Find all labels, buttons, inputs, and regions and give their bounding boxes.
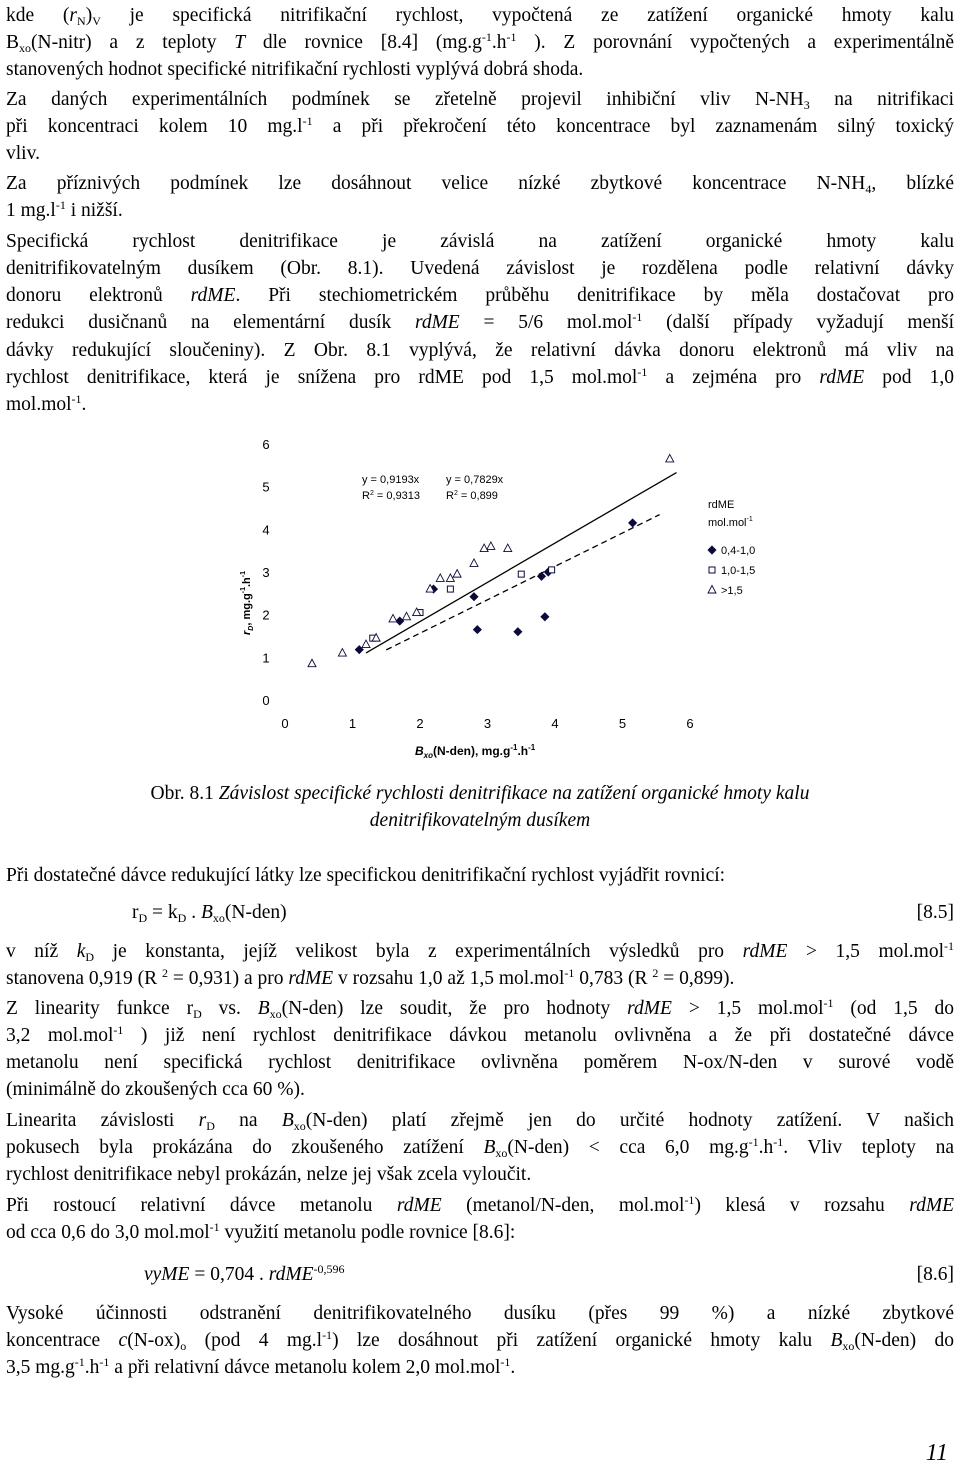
q3l1-seg-4: rdME — [742, 941, 788, 962]
text-line-q4l1 — [6, 995, 954, 1022]
p2l1-seg-0: Za daných experimentálních podmínek se zřetelně projevil inhibiční vliv N-NH — [6, 89, 804, 110]
q4l4-seg-0: (minimálně do zkoušených cca 60 %). — [6, 1079, 305, 1100]
q6l1-seg-4: ) klesá v rozsahu — [694, 1195, 910, 1216]
q6l1-seg-1: rdME — [396, 1195, 442, 1216]
p4l6-seg-0: rychlost denitrifikace, která je snížena pro rdME pod 1,5 mol.mol — [6, 367, 638, 388]
q8l2-seg-4: (pod 4 mg.l — [186, 1330, 323, 1351]
text-line-q1l1 — [6, 862, 954, 889]
q3l1-seg-5: > 1,5 mol.mol — [787, 941, 945, 962]
q5l1-seg-4: B — [281, 1110, 294, 1131]
q8l2-seg-6: ) lze dosáhnout při zatížení organické hmoty kalu — [332, 1330, 831, 1351]
trendline-1-equation: y = 0,9193x — [362, 474, 420, 486]
page-number: 11 — [925, 1440, 948, 1466]
q3l2-seg-4: v rozsahu 1,0 až 1,5 mol.mol — [333, 968, 565, 989]
legend-title: rdME — [708, 499, 735, 511]
p1l1-seg-5: je specifická nitrifikační rychlost, vypočtená ze zatížení organické hmoty kalu — [100, 5, 954, 26]
point-series2-4 — [518, 571, 524, 577]
p1l2-seg-1: xo — [19, 41, 32, 55]
q4l1-seg-5: (N-den) lze soudit, že pro hodnoty — [281, 998, 628, 1019]
q8l2-seg-3: o — [180, 1339, 187, 1353]
point-series3-12 — [470, 559, 478, 567]
p1l1-seg-0: kde ( — [6, 5, 70, 26]
point-series1-4 — [470, 593, 478, 601]
figure-caption — [0, 780, 960, 834]
point-series2-3 — [447, 586, 453, 592]
y-tick-label: 2 — [262, 607, 270, 623]
q8l3-seg-4: a při relativní dávce metanolu kolem 2,0 mol.mol — [109, 1357, 501, 1378]
text-line-q6l1 — [6, 1192, 954, 1219]
trendline-2-r2: R2 = 0,899 — [446, 490, 498, 502]
text-line-p4l1 — [6, 228, 954, 255]
y-tick-label: 3 — [262, 565, 270, 580]
text-line-q4l2 — [6, 1022, 954, 1049]
q8l3-seg-2: .h — [84, 1357, 100, 1378]
legend-marker-2 — [709, 567, 715, 573]
y-tick-label: 0 — [262, 693, 270, 708]
p1l1-seg-3: ) — [85, 5, 93, 26]
point-series3-15 — [504, 544, 512, 552]
q8l3-seg-3: -1 — [99, 1355, 110, 1369]
q6l1-seg-0: Při rostoucí relativní dávce metanolu — [6, 1195, 397, 1216]
y-tick-label: 6 — [262, 438, 270, 452]
text-line-q5l3 — [6, 1161, 954, 1188]
p1l2-seg-4: dle rovnice [8.4] (mg.g — [245, 32, 482, 53]
text-line-p3l1 — [6, 170, 954, 197]
p4l7-seg-0: mol.mol — [6, 394, 72, 415]
text-line-p4l5 — [6, 337, 954, 364]
q4l1-seg-7: > 1,5 mol.mol — [671, 998, 824, 1019]
q1l1-seg-0: Při dostatečné dávce redukující látky lze specifickou denitrifikační rychlost vyjádřit rovnicí: — [6, 865, 726, 886]
equation-8-5-number: [8.5] — [916, 902, 954, 923]
q3l2-seg-6: 0,783 (R — [574, 968, 653, 989]
eq86-seg-3: -0,596 — [313, 1262, 345, 1276]
point-series3-9 — [436, 574, 444, 582]
chart-legend — [708, 499, 755, 597]
eq85-seg-2: = k — [147, 902, 178, 923]
point-series3-2 — [338, 649, 346, 657]
p1l2-seg-8: ). Z porovnání vypočtených a experimentálně — [516, 32, 954, 53]
point-series3-11 — [453, 570, 461, 578]
q5l2-seg-3: (N-den) < cca 6,0 mg.g — [507, 1137, 749, 1158]
point-series1-8 — [541, 613, 549, 621]
q4l3-seg-0: metanolu není specifická rychlost denitrifikace ovlivněna poměrem N-ox/N-den v surové vodě — [6, 1052, 954, 1073]
q8l3-seg-5: -1 — [500, 1355, 511, 1369]
text-line-p4l4 — [6, 309, 954, 336]
point-series1-10 — [629, 519, 637, 527]
y-axis-label: rD, mg.g-1.h-1 — [240, 571, 255, 635]
equation-8-5 — [132, 902, 287, 924]
p4l5-seg-0: dávky redukující sloučeniny). Z Obr. 8.1 vyplývá, že relativní dávka donoru elektronů má vliv na — [6, 340, 954, 361]
p4l1-seg-0: Specifická rychlost denitrifikace je závislá na zatížení organické hmoty kalu — [6, 231, 954, 252]
text-line-q4l4 — [6, 1076, 954, 1103]
x-tick-label: 2 — [416, 716, 424, 731]
equation-8-6 — [144, 1264, 345, 1286]
q3l1-seg-1: k — [76, 941, 86, 962]
q5l1-seg-5: xo — [293, 1119, 306, 1133]
eq85-seg-3: D — [177, 911, 187, 925]
text-line-p2l3 — [6, 140, 954, 167]
p3l2-seg-0: 1 mg.l — [6, 200, 56, 221]
p1l2-seg-3: T — [234, 32, 246, 53]
p1l1-seg-4: V — [92, 14, 101, 28]
q5l2-seg-1: B — [483, 1137, 496, 1158]
eq85-seg-4: . — [186, 902, 201, 923]
legend-label-3: >1,5 — [721, 585, 743, 597]
q3l2-seg-2: = 0,931) a pro — [167, 968, 289, 989]
p4l3-seg-2: . Při stechiometrickém průběhu denitrifikace by měla dostačovat pro — [235, 285, 955, 306]
eq86-seg-2: rdME — [268, 1264, 314, 1285]
scatter-chart — [0, 438, 960, 758]
caption-label: Obr. 8.1 — [150, 783, 219, 804]
q4l2-seg-1: -1 — [113, 1023, 124, 1037]
q6l2-seg-2: využití metanolu podle rovnice [8.6]: — [219, 1222, 516, 1243]
q5l2-seg-4: -1 — [748, 1135, 759, 1149]
legend-label-1: 0,4-1,0 — [721, 545, 756, 557]
q3l2-seg-7: 2 — [652, 966, 659, 980]
q3l2-seg-1: 2 — [161, 966, 168, 980]
p1l1-seg-2: N — [77, 14, 86, 28]
q4l1-seg-2: vs. — [201, 998, 258, 1019]
p1l2-seg-0: B — [6, 32, 20, 53]
p1l1-seg-1: r — [69, 5, 78, 26]
q3l2-seg-3: rdME — [288, 968, 334, 989]
q6l2-seg-1: -1 — [209, 1220, 220, 1234]
text-line-p4l2 — [6, 255, 954, 282]
point-series2-5 — [549, 567, 555, 573]
p3l2-seg-2: i nižší. — [65, 200, 123, 221]
text-line-q8l3 — [6, 1354, 954, 1381]
p4l2-seg-0: denitrifikovatelným dusíkem (Obr. 8.1). Uvedená závislost je rozdělena podle relativní dávky — [6, 258, 954, 279]
q5l2-seg-2: xo — [495, 1146, 508, 1160]
eq85-seg-0: r — [132, 902, 139, 923]
eq85-seg-6: xo — [212, 911, 225, 925]
q5l1-seg-0: Linearita závislosti — [6, 1110, 199, 1131]
q5l1-seg-3: na — [214, 1110, 282, 1131]
text-line-p4l6 — [6, 364, 954, 391]
legend-marker-3 — [708, 586, 716, 594]
y-tick-label: 1 — [262, 650, 270, 666]
chart-points — [308, 454, 674, 666]
q8l1-seg-0: Vysoké účinnosti odstranění denitrifikovatelného dusíku (přes 99 %) a nízké zbytkové — [6, 1303, 954, 1324]
eq85-seg-7: (N-den) — [224, 902, 287, 923]
legend-unit: mol.mol-1 — [708, 516, 753, 529]
p4l4-seg-2: = 5/6 mol.mol — [459, 312, 633, 333]
q5l2-seg-6: -1 — [773, 1135, 784, 1149]
q8l2-seg-7: B — [830, 1330, 843, 1351]
text-line-p1l3 — [6, 56, 954, 83]
q4l1-seg-6: rdME — [627, 998, 672, 1019]
point-series3-13 — [480, 544, 488, 552]
q5l1-seg-2: D — [206, 1119, 215, 1133]
p4l3-seg-0: donoru elektronů — [6, 285, 191, 306]
q6l1-seg-2: (metanol/N-den, mol.mol — [441, 1195, 685, 1216]
p2l1-seg-1: 3 — [803, 98, 810, 112]
x-axis-label: Bxo(N-den), mg.g-1.h-1 — [415, 743, 536, 758]
text-line-p2l2 — [6, 113, 954, 140]
p3l1-seg-0: Za příznivých podmínek lze dosáhnout velice nízké zbytkové koncentrace N-NH — [6, 173, 866, 194]
point-series3-1 — [308, 659, 316, 667]
p4l4-seg-0: redukci dusičnanů na elementární dusík — [6, 312, 415, 333]
p4l6-seg-3: rdME — [819, 367, 865, 388]
p1l2-seg-7: -1 — [506, 30, 517, 44]
q8l2-seg-2: (N-ox) — [127, 1330, 181, 1351]
p4l4-seg-4: (další případy vyžadují menší — [642, 312, 954, 333]
point-series1-5 — [473, 626, 481, 634]
q3l1-seg-0: v níž — [6, 941, 77, 962]
text-line-p4l3 — [6, 282, 954, 309]
text-line-q4l3 — [6, 1049, 954, 1076]
p4l6-seg-1: -1 — [637, 365, 648, 379]
x-tick-label: 4 — [551, 716, 559, 731]
text-line-q3l1 — [6, 938, 954, 965]
p4l7-seg-2: . — [81, 394, 87, 415]
text-line-p1l2 — [6, 29, 954, 56]
p3l1-seg-2: , blízké — [871, 173, 954, 194]
point-series1-7 — [538, 572, 546, 580]
q8l2-seg-0: koncentrace — [6, 1330, 119, 1351]
caption-text-line2: denitrifikovatelným dusíkem — [369, 810, 591, 831]
q8l3-seg-1: -1 — [74, 1355, 85, 1369]
q3l2-seg-5: -1 — [564, 966, 575, 980]
y-tick-label: 5 — [262, 479, 270, 495]
p3l1-seg-1: 4 — [865, 182, 872, 196]
text-line-p4l7 — [6, 391, 954, 418]
q6l1-seg-5: rdME — [909, 1195, 954, 1216]
text-line-p2l1 — [6, 86, 954, 113]
point-series3-6 — [403, 612, 411, 620]
legend-marker-1 — [708, 546, 716, 554]
q3l1-seg-2: D — [85, 950, 95, 964]
q4l1-seg-9: (od 1,5 do — [833, 998, 955, 1019]
q8l2-seg-5: -1 — [322, 1328, 333, 1342]
x-tick-label: 3 — [483, 716, 492, 731]
p2l2-seg-2: a při překročení této koncentrace byl zaznamenám silný toxický — [312, 116, 954, 137]
p4l6-seg-4: pod 1,0 — [864, 367, 955, 388]
eq86-seg-0: vyME — [144, 1264, 190, 1285]
q8l2-seg-9: (N-den) do — [854, 1330, 954, 1351]
p2l2-seg-1: -1 — [302, 114, 313, 128]
p2l2-seg-0: při koncentraci kolem 10 mg.l — [6, 116, 303, 137]
trendline-2-equation: y = 0,7829x — [446, 474, 504, 486]
q8l2-seg-1: c — [118, 1330, 128, 1351]
q4l1-seg-4: xo — [269, 1007, 282, 1021]
q5l1-seg-1: r — [198, 1110, 207, 1131]
text-line-q8l1 — [6, 1300, 954, 1327]
p4l6-seg-2: a zejména pro — [647, 367, 820, 388]
q4l2-seg-0: 3,2 mol.mol — [6, 1025, 114, 1046]
q3l2-seg-8: = 0,899). — [658, 968, 735, 989]
q3l2-seg-0: stanovena 0,919 (R — [6, 968, 162, 989]
trendline-2 — [386, 515, 659, 650]
equation-8-6-number: [8.6] — [916, 1264, 954, 1285]
q5l3-seg-0: rychlost denitrifikace nebyl prokázán, nelze jej však zcela vyloučit. — [6, 1164, 532, 1185]
point-series3-5 — [389, 614, 397, 622]
text-line-q8l2 — [6, 1327, 954, 1354]
p1l3-seg-0: stanovených hodnot specifické nitrifikační rychlosti vyplývá dobrá shoda. — [6, 59, 584, 80]
q6l2-seg-0: od cca 0,6 do 3,0 mol.mol — [6, 1222, 210, 1243]
y-tick-label: 4 — [262, 522, 270, 538]
p3l2-seg-1: -1 — [55, 198, 66, 212]
text-line-p1l1 — [6, 2, 954, 29]
q8l3-seg-6: . — [510, 1357, 516, 1378]
q8l3-seg-0: 3,5 mg.g — [6, 1357, 75, 1378]
q3l1-seg-3: je konstanta, jejíž velikost byla z experimentálních výsledků pro — [94, 941, 743, 962]
legend-label-2: 1,0-1,5 — [721, 565, 756, 577]
trendline-1-r2: R2 = 0,9313 — [362, 490, 421, 502]
q3l1-seg-6: -1 — [944, 939, 955, 953]
point-series3-3 — [362, 640, 370, 648]
eq86-seg-1: = 0,704 . — [189, 1264, 269, 1285]
q5l2-seg-7: . Vliv teploty na — [783, 1137, 954, 1158]
text-line-q5l2 — [6, 1134, 954, 1161]
p4l4-seg-1: rdME — [414, 312, 460, 333]
text-line-q3l2 — [6, 965, 954, 992]
p4l3-seg-1: rdME — [190, 285, 236, 306]
eq85-seg-5: B — [200, 902, 213, 923]
q4l1-seg-8: -1 — [823, 996, 834, 1010]
p4l4-seg-3: -1 — [632, 310, 643, 324]
p1l2-seg-5: -1 — [481, 30, 492, 44]
text-line-q5l1 — [6, 1107, 954, 1134]
eq85-seg-1: D — [138, 911, 148, 925]
caption-text-line1: Závislost specifické rychlosti denitrifikace na zatížení organické hmoty kalu — [218, 783, 810, 804]
point-series3-10 — [446, 574, 454, 582]
text-line-q6l2 — [6, 1219, 954, 1246]
q6l1-seg-3: -1 — [684, 1193, 695, 1207]
p1l2-seg-6: .h — [491, 32, 507, 53]
q8l2-seg-8: xo — [842, 1339, 855, 1353]
q5l2-seg-0: pokusech byla prokázána do zkoušeného zatížení — [6, 1137, 484, 1158]
text-line-p3l2 — [6, 197, 954, 224]
x-tick-label: 1 — [348, 716, 357, 731]
q5l1-seg-6: (N-den) platí zřejmě jen do určité hodnoty zatížení. V našich — [305, 1110, 954, 1131]
q4l1-seg-3: B — [257, 998, 270, 1019]
point-series1-6 — [514, 628, 522, 636]
q4l2-seg-2: ) již není rychlost denitrifikace dávkou metanolu ovlivněna a že při dostatečné dávce — [123, 1025, 954, 1046]
q4l1-seg-0: Z linearity funkce r — [6, 998, 194, 1019]
point-series3-16 — [666, 454, 674, 462]
p2l3-seg-0: vliv. — [6, 143, 40, 164]
p2l1-seg-2: na nitrifikaci — [809, 89, 954, 110]
x-tick-label: 6 — [686, 716, 694, 731]
q4l1-seg-1: D — [193, 1007, 202, 1021]
point-series3-14 — [487, 542, 495, 550]
q5l2-seg-5: .h — [758, 1137, 774, 1158]
p1l2-seg-2: (N-nitr) a z teploty — [31, 32, 235, 53]
x-tick-label: 0 — [281, 716, 289, 731]
p4l7-seg-1: -1 — [71, 392, 82, 406]
x-tick-label: 5 — [618, 716, 627, 731]
